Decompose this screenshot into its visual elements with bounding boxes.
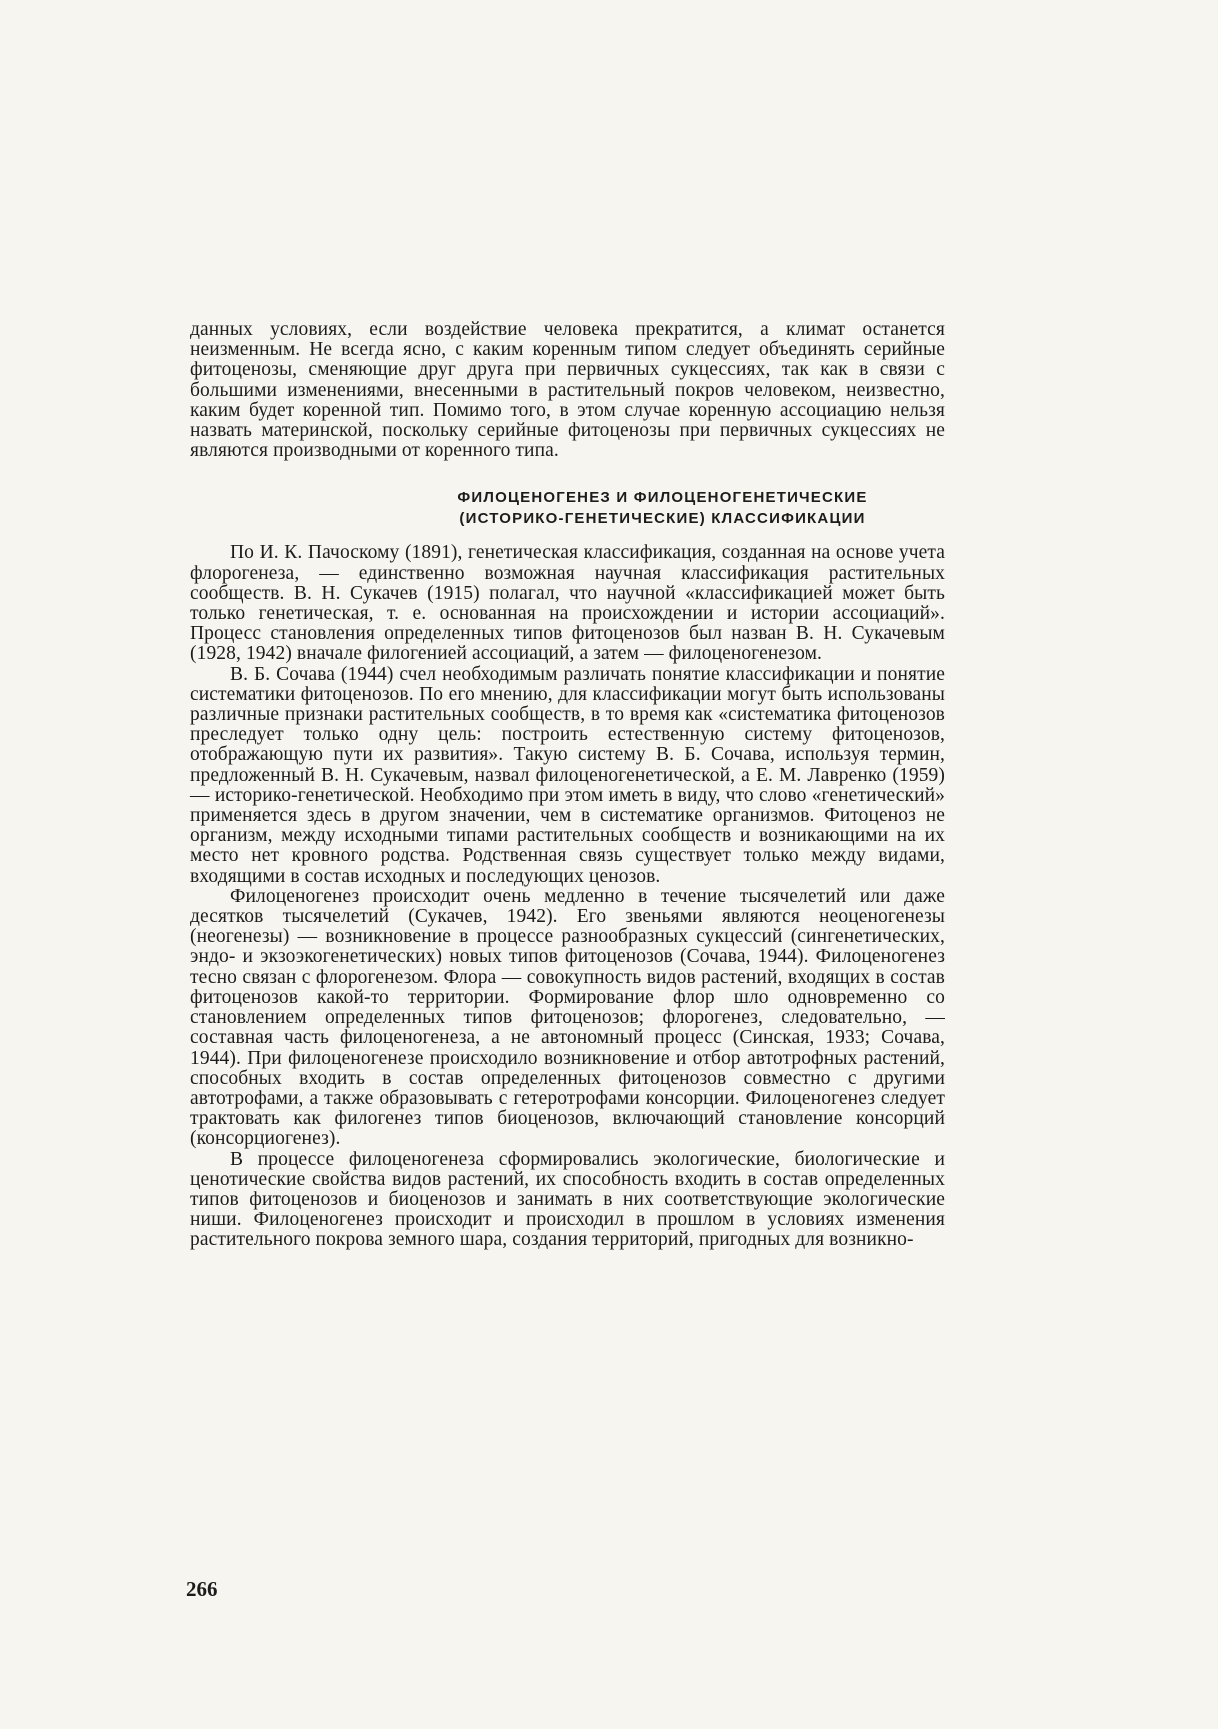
section-heading-line-2: (ИСТОРИКО-ГЕНЕТИЧЕСКИЕ) КЛАССИФИКАЦИИ: [459, 510, 866, 528]
paragraph-sochava: В. Б. Сочава (1944) счел необходимым различать понятие классификации и понятие систематики фитоценозов. По его мнению, для классификации могут быть использованы различные признаки растительных сообществ, в то время как «систематика фитоценозов преследует только одну цель: построить естественную систему фитоценозов, отображающую пути их развития». Такую систему В. Б. Сочава, используя термин, предложенный В. Н. Сукачевым, назвал филоценогенетической, а Е. М. Лавренко (1959) — историко-генетической. Необходимо при этом иметь в виду, что слово «генетический» применяется здесь в другом значении, чем в систематике организмов. Фитоценоз не организм, между исходными типами растительных сообществ и возникающими на их место нет кровного родства. Родственная связь существует только между видами, входящими в состав исходных и последующих ценозов.: [190, 663, 945, 887]
paragraph-pachoskiy: По И. К. Пачоскому (1891), генетическая классификация, созданная на основе учета флорогенеза, — единственно возможная научная классификация растительных сообществ. В. Н. Сукачев (1915) полагал, что научной «классификацией может быть только генетическая, т. е. основанная на происхождении и истории ассоциаций». Процесс становления определенных типов фитоценозов был назван В. Н. Сукачевым (1928, 1942) вначале филогенией ассоциаций, а затем — филоценогенезом.: [190, 542, 945, 665]
paragraph-process: В процессе филоценогенеза сформировались экологические, биологические и ценотические свойства видов растений, их способность входить в состав определенных типов фитоценозов и биоценозов и занимать в них соответствующие экологические ниши. Филоценогенез происходит и происходил в прошлом в условиях изменения растительного покрова земного шара, создания территорий, пригодных для возникно-: [190, 1148, 945, 1251]
section-heading-line-1: ФИЛОЦЕНОГЕНЕЗ И ФИЛОЦЕНОГЕНЕТИЧЕСКИЕ: [457, 489, 868, 507]
page-number: 266: [186, 1577, 218, 1601]
paragraph-phylocenogenesis: Филоценогенез происходит очень медленно в течение тысячелетий или даже десятков тысячелетий (Сукачев, 1942). Его звеньями являются неоценогенезы (неогенезы) — возникновение в процессе разнообразных сукцессий (сингенетических, эндо- и экзоэкогенетических) новых типов фитоценозов (Сочава, 1944). Филоценогенез тесно связан с флорогенезом. Флора — совокупность видов растений, входящих в состав фитоценозов какой-то территории. Формирование флор шло одновременно со становлением определенных типов фитоценозов; флорогенез, следовательно, — составная часть филоценогенеза, а не автономный процесс (Синская, 1933; Сочава, 1944). При филоценогенезе происходило возникновение и отбор автотрофных растений, способных входить в состав определенных фитоценозов совместно с другими автотрофами, а также образовывать с гетеротрофами консорции. Филоценогенез следует трактовать как филогенез типов биоценозов, включающий становление консорций (консорциогенез).: [190, 885, 945, 1150]
page-text-block: [190, 320, 945, 1251]
paragraph-continued: данных условиях, если воздействие человека прекратится, а климат останется неизменным. Не всегда ясно, с каким коренным типом следует объединять серийные фитоценозы, сменяющие друг друга при первичных сукцессиях, так как в связи с большими изменениями, внесенными в растительный покров человеком, неизвестно, каким будет коренной тип. Помимо того, в этом случае коренную ассоциацию нельзя назвать материнской, поскольку серийные фитоценозы при первичных сукцессиях не являются производными от коренного типа.: [190, 319, 945, 462]
section-heading: [190, 487, 945, 529]
